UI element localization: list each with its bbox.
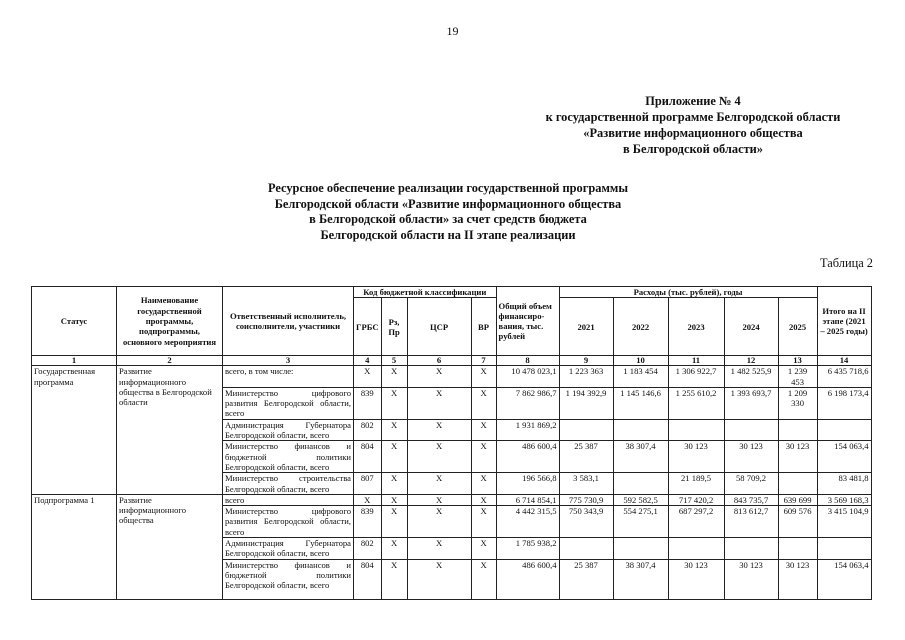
col-number: 9 (559, 356, 613, 366)
cell-2022: 38 307,4 (613, 559, 668, 599)
col-number: 12 (724, 356, 778, 366)
cell-vr: Х (471, 494, 496, 505)
header-vr: ВР (471, 298, 496, 356)
resource-table (31, 286, 872, 600)
cell-2021 (559, 419, 613, 441)
col-number: 11 (668, 356, 724, 366)
cell-total: 196 566,8 (496, 473, 559, 495)
cell-rzpr: Х (381, 506, 407, 538)
header-itogo: Итого на II этапе (2021 – 2025 годы) (817, 287, 871, 356)
col-number: 7 (471, 356, 496, 366)
cell-rzpr: Х (381, 419, 407, 441)
cell-2023: 1 306 922,7 (668, 366, 724, 388)
cell-itogo: 3 569 168,3 (817, 494, 871, 505)
header-status: Статус (32, 287, 117, 356)
row-status: Подпрограмма 1 (32, 494, 117, 599)
cell-csr: Х (407, 559, 471, 599)
col-number: 13 (778, 356, 817, 366)
cell-2021 (559, 538, 613, 560)
table-row (32, 494, 872, 505)
cell-rzpr: Х (381, 538, 407, 560)
header-name: Наименование государственной программы, подпрограммы, основного мероприятия (117, 287, 223, 356)
appendix-line-4: в Белгородской области» (623, 142, 763, 156)
cell-total: 4 442 315,5 (496, 506, 559, 538)
cell-csr: Х (407, 419, 471, 441)
cell-2024: 58 709,2 (724, 473, 778, 495)
cell-total: 486 600,4 (496, 559, 559, 599)
cell-vr: Х (471, 538, 496, 560)
cell-rzpr: Х (381, 387, 407, 419)
page-number: 19 (446, 24, 459, 38)
header-responsible: Ответственный исполнитель, соисполнители, участники (223, 287, 354, 356)
cell-vr: Х (471, 366, 496, 388)
row-responsible: всего, в том числе: (223, 366, 354, 388)
cell-2023: 21 189,5 (668, 473, 724, 495)
header-grbs: ГРБС (354, 298, 382, 356)
cell-2021: 1 223 363 (559, 366, 613, 388)
cell-itogo: 6 198 173,4 (817, 387, 871, 419)
table-label: Таблица 2 (820, 256, 873, 270)
cell-total: 1 931 869,2 (496, 419, 559, 441)
cell-2025: 30 123 (778, 559, 817, 599)
cell-2021: 775 730,9 (559, 494, 613, 505)
cell-2024 (724, 538, 778, 560)
appendix-line-1: Приложение № 4 (645, 94, 741, 108)
row-program-name: Развитие информационного общества (117, 494, 223, 599)
header-year-2024: 2024 (724, 298, 778, 356)
cell-2022 (613, 419, 668, 441)
title-line-1: Ресурсное обеспечение реализации государственной программы (267, 181, 629, 195)
col-number: 5 (381, 356, 407, 366)
header-year-2023: 2023 (668, 298, 724, 356)
col-number: 14 (817, 356, 871, 366)
cell-2023: 687 297,2 (668, 506, 724, 538)
col-number: 8 (496, 356, 559, 366)
header-rzpr: Рз, Пр (381, 298, 407, 356)
cell-csr: Х (407, 538, 471, 560)
column-numbers-row (32, 356, 872, 366)
cell-2024: 1 482 525,9 (724, 366, 778, 388)
header-total: Общий объем финансиро-вания, тыс. рублей (496, 287, 559, 356)
row-program-name: Развитие информационного общества в Белгородской области (117, 366, 223, 495)
cell-2025 (778, 473, 817, 495)
cell-grbs: 839 (354, 506, 382, 538)
cell-2022: 554 275,1 (613, 506, 668, 538)
cell-2021: 750 343,9 (559, 506, 613, 538)
cell-itogo (817, 538, 871, 560)
document-title (248, 181, 648, 243)
cell-itogo: 154 063,4 (817, 559, 871, 599)
row-responsible: Администрация Губернатора Белгородской области, всего (223, 419, 354, 441)
row-responsible: Министерство строительства Белгородской области, всего (223, 473, 354, 495)
cell-2022 (613, 538, 668, 560)
appendix-line-2: к государственной программе Белгородской области (545, 110, 841, 124)
cell-2021: 3 583,1 (559, 473, 613, 495)
cell-2025: 609 576 (778, 506, 817, 538)
row-status: Государственная программа (32, 366, 117, 495)
cell-2023: 30 123 (668, 559, 724, 599)
appendix-line-3: «Развитие информационного общества (583, 126, 803, 140)
cell-csr: Х (407, 494, 471, 505)
row-responsible: Администрация Губернатора Белгородской области, всего (223, 538, 354, 560)
cell-2022: 592 582,5 (613, 494, 668, 505)
cell-2022: 1 145 146,6 (613, 387, 668, 419)
cell-csr: Х (407, 473, 471, 495)
cell-rzpr: Х (381, 559, 407, 599)
cell-grbs: 804 (354, 559, 382, 599)
cell-total: 6 714 854,1 (496, 494, 559, 505)
col-number: 4 (354, 356, 382, 366)
header-expenses: Расходы (тыс. рублей), годы (559, 287, 817, 298)
cell-vr: Х (471, 441, 496, 473)
cell-grbs: 802 (354, 419, 382, 441)
title-line-4: Белгородской области на II этапе реализации (320, 227, 576, 242)
cell-vr: Х (471, 419, 496, 441)
cell-itogo (817, 419, 871, 441)
cell-2021: 1 194 392,9 (559, 387, 613, 419)
cell-2021: 25 387 (559, 559, 613, 599)
header-year-2021: 2021 (559, 298, 613, 356)
cell-2024: 1 393 693,7 (724, 387, 778, 419)
cell-total: 1 785 938,2 (496, 538, 559, 560)
cell-2023 (668, 419, 724, 441)
row-responsible: Министерство цифрового развития Белгородской области, всего (223, 506, 354, 538)
cell-itogo: 6 435 718,6 (817, 366, 871, 388)
header-budget-code: Код бюджетной классификации (354, 287, 497, 298)
cell-rzpr: Х (381, 441, 407, 473)
cell-2024: 30 123 (724, 559, 778, 599)
cell-grbs: Х (354, 366, 382, 388)
appendix-heading (523, 93, 863, 157)
cell-itogo: 3 415 104,9 (817, 506, 871, 538)
cell-grbs: Х (354, 494, 382, 505)
cell-csr: Х (407, 441, 471, 473)
cell-vr: Х (471, 559, 496, 599)
row-responsible: Министерство финансов и бюджетной политики Белгородской области, всего (223, 441, 354, 473)
col-number: 3 (223, 356, 354, 366)
cell-vr: Х (471, 506, 496, 538)
row-responsible: Министерство цифрового развития Белгородской области, всего (223, 387, 354, 419)
cell-2023: 1 255 610,2 (668, 387, 724, 419)
cell-rzpr: Х (381, 366, 407, 388)
cell-total: 10 478 023,1 (496, 366, 559, 388)
cell-2023: 717 420,2 (668, 494, 724, 505)
cell-grbs: 802 (354, 538, 382, 560)
cell-vr: Х (471, 473, 496, 495)
header-year-2022: 2022 (613, 298, 668, 356)
cell-csr: Х (407, 366, 471, 388)
cell-2025: 1 239 453 (778, 366, 817, 388)
cell-rzpr: Х (381, 494, 407, 505)
cell-vr: Х (471, 387, 496, 419)
cell-itogo: 154 063,4 (817, 441, 871, 473)
row-responsible: всего (223, 494, 354, 505)
header-csr: ЦСР (407, 298, 471, 356)
cell-2024: 843 735,7 (724, 494, 778, 505)
header-year-2025: 2025 (778, 298, 817, 356)
cell-total: 7 862 986,7 (496, 387, 559, 419)
cell-total: 486 600,4 (496, 441, 559, 473)
cell-2024: 30 123 (724, 441, 778, 473)
col-number: 1 (32, 356, 117, 366)
title-line-3: в Белгородской области» за счет средств бюджета (309, 212, 587, 226)
cell-2025: 1 209 330 (778, 387, 817, 419)
cell-2021: 25 387 (559, 441, 613, 473)
table-row (32, 366, 872, 388)
cell-2022: 38 307,4 (613, 441, 668, 473)
cell-grbs: 804 (354, 441, 382, 473)
cell-2022 (613, 473, 668, 495)
cell-2024: 813 612,7 (724, 506, 778, 538)
title-line-2: Белгородской области «Развитие информационного общества (274, 196, 622, 211)
cell-2022: 1 183 454 (613, 366, 668, 388)
cell-rzpr: Х (381, 473, 407, 495)
row-responsible: Министерство финансов и бюджетной политики Белгородской области, всего (223, 559, 354, 599)
cell-2023 (668, 538, 724, 560)
cell-2023: 30 123 (668, 441, 724, 473)
cell-itogo: 83 481,8 (817, 473, 871, 495)
cell-2025 (778, 538, 817, 560)
cell-grbs: 807 (354, 473, 382, 495)
cell-grbs: 839 (354, 387, 382, 419)
cell-csr: Х (407, 506, 471, 538)
cell-2024 (724, 419, 778, 441)
col-number: 6 (407, 356, 471, 366)
cell-2025: 639 699 (778, 494, 817, 505)
cell-2025 (778, 419, 817, 441)
col-number: 2 (117, 356, 223, 366)
cell-csr: Х (407, 387, 471, 419)
col-number: 10 (613, 356, 668, 366)
cell-2025: 30 123 (778, 441, 817, 473)
